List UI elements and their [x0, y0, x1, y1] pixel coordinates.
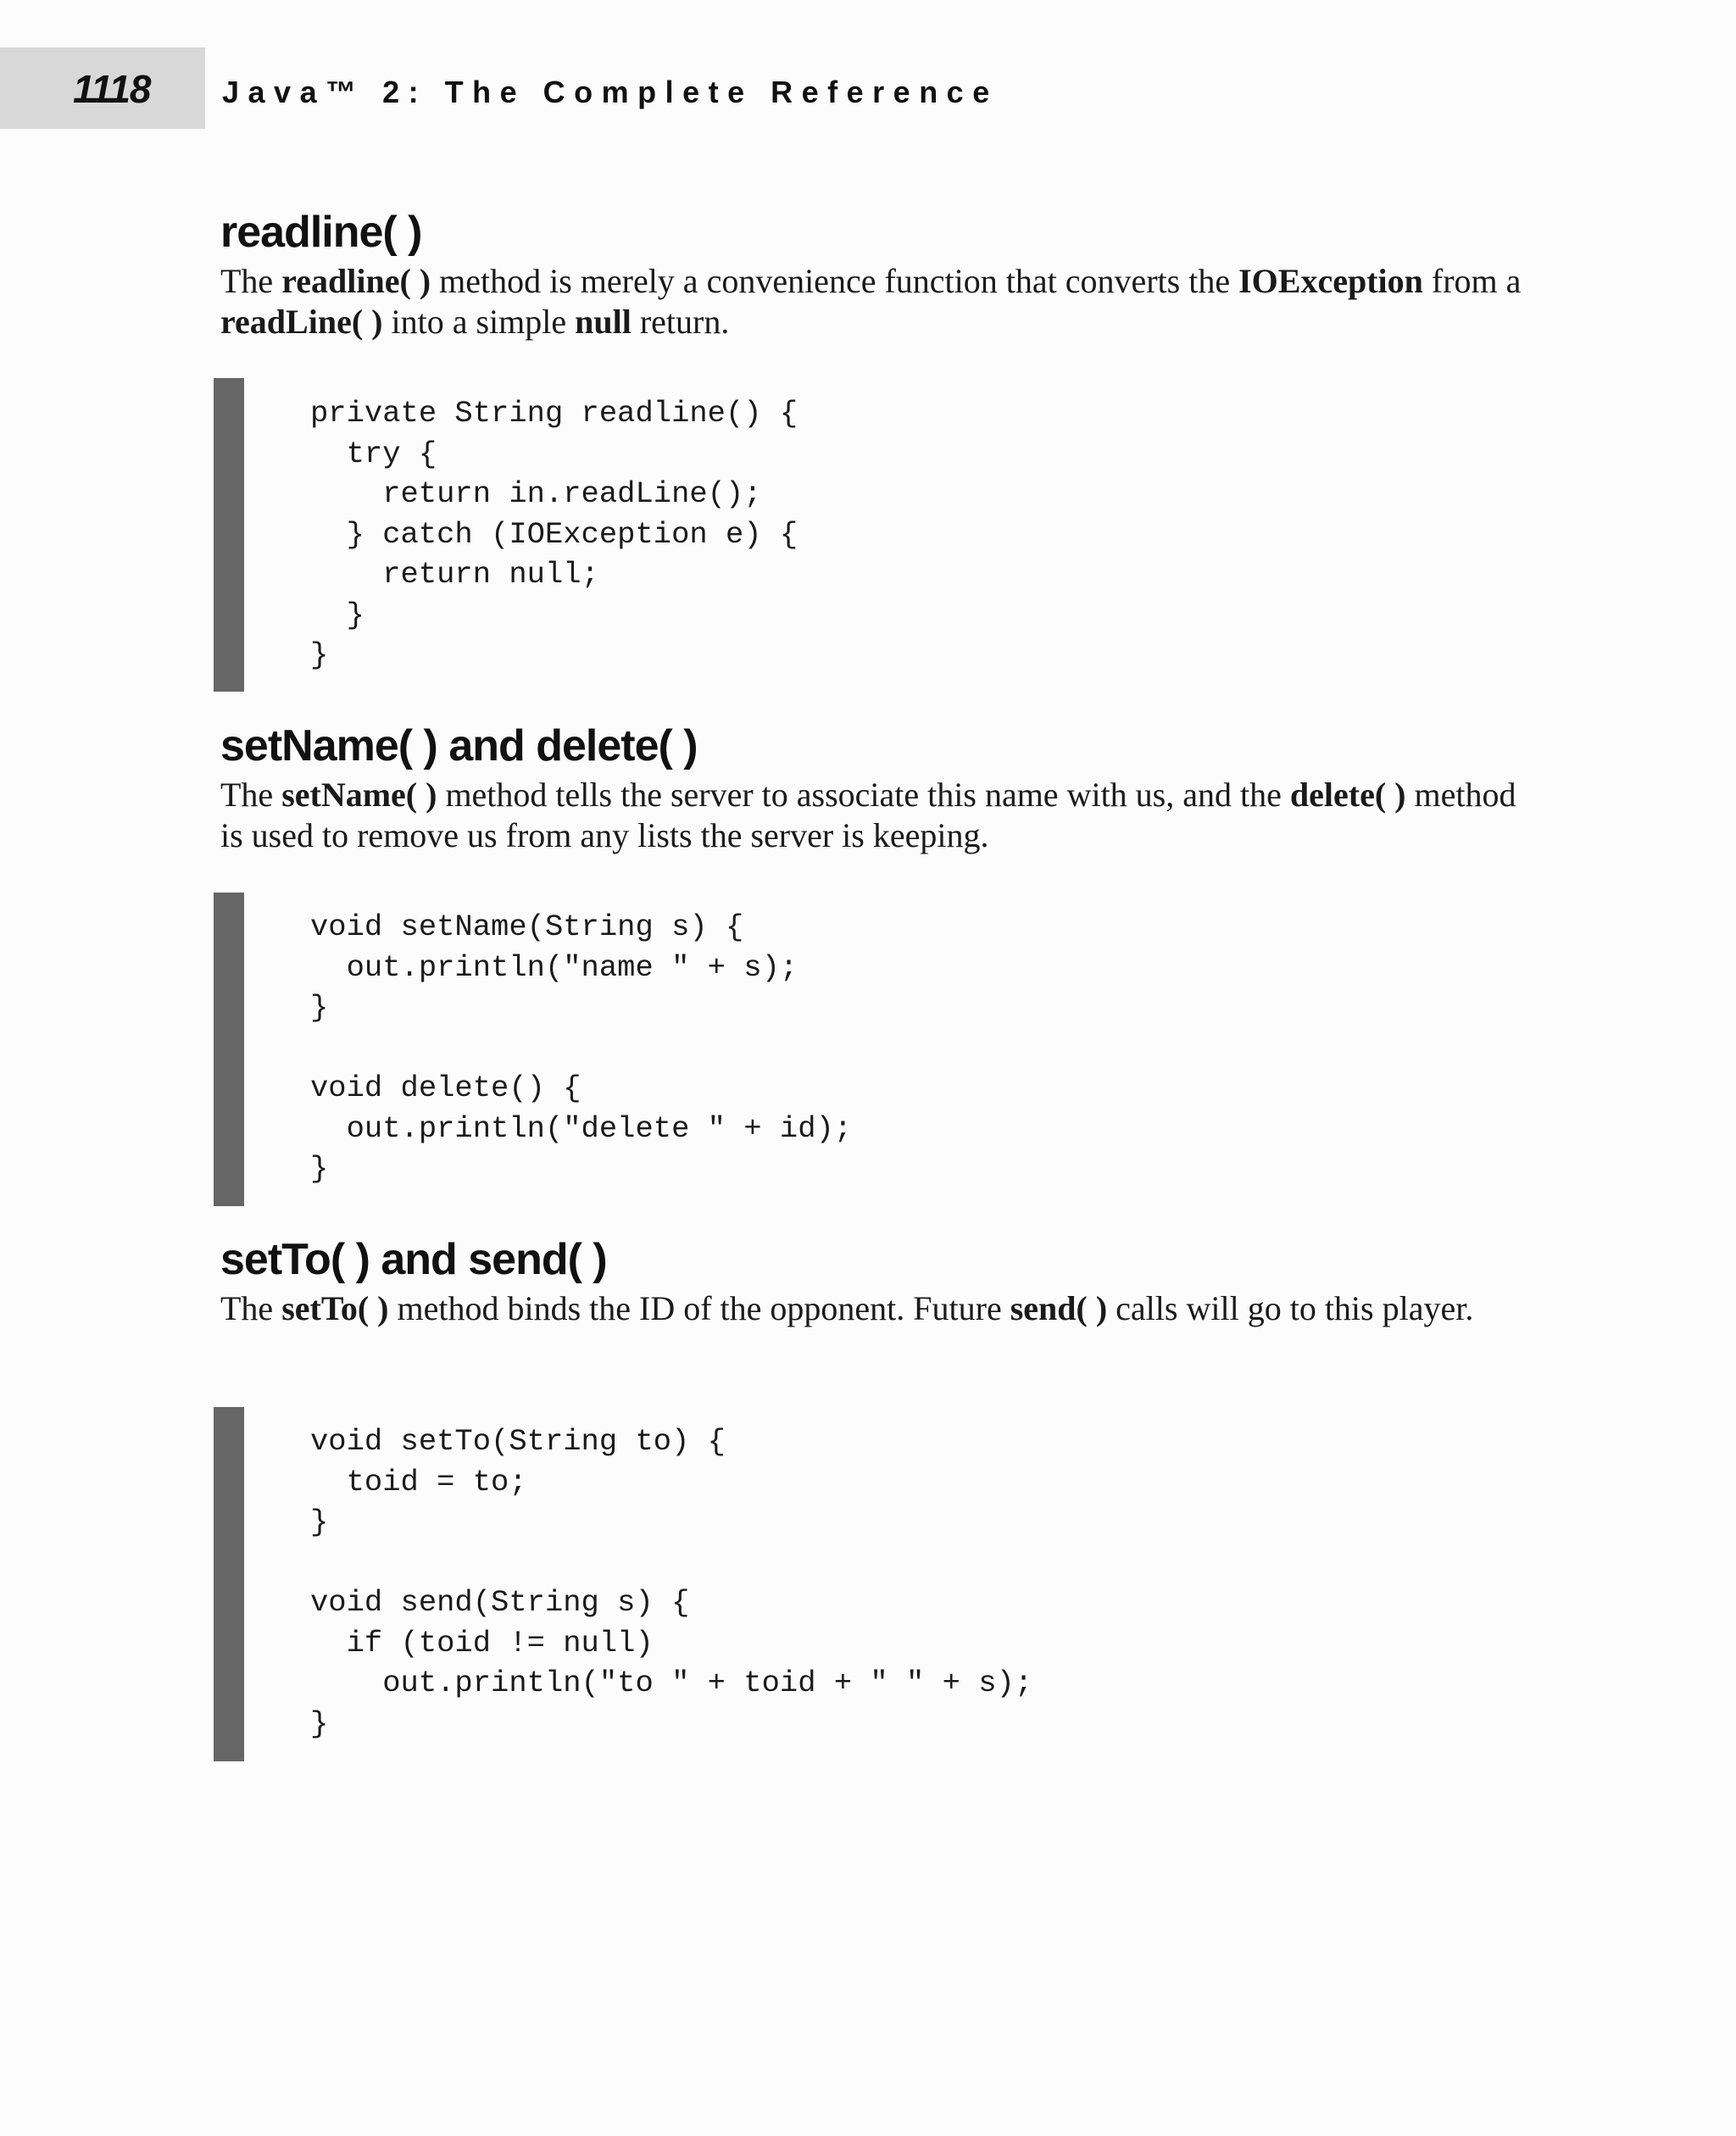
code-block-bar [214, 893, 244, 1206]
section-heading-setto-send: setTo( ) and send( ) [220, 1235, 607, 1284]
code-block-bar [214, 378, 244, 692]
page-number: 1118 [73, 67, 151, 111]
paragraph-text-run: method is used to remove us from any lists the server is keeping. [220, 776, 1516, 854]
code-line: void delete() { [310, 1071, 581, 1105]
inline-code-term: readLine( ) [220, 303, 383, 341]
code-listing-setto-send [310, 1421, 1032, 1744]
code-line: toid = to; [310, 1464, 527, 1499]
section-paragraph-setto-send [220, 1288, 1526, 1329]
code-line: out.println("delete " + id); [310, 1110, 853, 1146]
code-line [310, 1028, 852, 1069]
code-line: } [310, 990, 329, 1025]
paragraph-text-run: from a [1422, 262, 1522, 300]
code-line: void setName(String s) { [310, 909, 744, 944]
inline-code-term: setTo( ) [281, 1289, 389, 1327]
code-line: private String readline() { [310, 396, 798, 431]
paragraph-text-run: method is merely a convenience function that converts the [431, 262, 1239, 300]
inline-code-term: delete( ) [1289, 776, 1406, 814]
code-line: void send(String s) { [310, 1585, 690, 1620]
paragraph-text-run: into a simple [382, 303, 576, 341]
inline-code-term: null [575, 303, 632, 341]
code-listing-setname-delete [310, 907, 852, 1189]
paragraph-text-run: method binds the ID of the opponent. Future [388, 1289, 1010, 1327]
code-line: void setTo(String to) { [310, 1424, 726, 1459]
section-heading-setname-delete: setName( ) and delete( ) [220, 721, 698, 770]
code-block-bar [214, 1407, 244, 1761]
code-line [310, 1543, 1032, 1583]
section-paragraph-readline [220, 261, 1526, 342]
inline-code-term: readline( ) [281, 262, 431, 300]
running-header-title: Java™ 2: The Complete Reference [222, 75, 999, 109]
inline-code-term: IOException [1238, 262, 1423, 300]
code-line: } [310, 1505, 329, 1539]
paragraph-text-run: The [220, 1289, 282, 1327]
code-line: return null; [310, 557, 599, 592]
code-line: out.println("name " + s); [310, 949, 798, 985]
code-line: return in.readLine(); [310, 476, 762, 511]
paragraph-text-run: The [220, 262, 282, 300]
code-line: } catch (IOException e) { [310, 516, 798, 552]
code-line: } [310, 1151, 329, 1186]
code-line: if (toid != null) [310, 1625, 654, 1660]
paragraph-text-run: return. [631, 303, 730, 341]
section-paragraph-setname-delete [220, 775, 1526, 856]
code-line: try { [310, 436, 437, 471]
code-line: } [310, 637, 329, 672]
code-line: out.println("to " + toid + " " + s); [310, 1666, 1033, 1700]
paragraph-text-run: calls will go to this player. [1107, 1289, 1474, 1327]
code-line: } [310, 1705, 329, 1741]
code-line: } [310, 597, 364, 632]
inline-code-term: setName( ) [281, 776, 437, 814]
paragraph-text-run: method tells the server to associate this name with us, and the [437, 776, 1290, 814]
code-listing-readline [310, 393, 798, 676]
section-heading-readline: readline( ) [220, 208, 422, 257]
inline-code-term: send( ) [1010, 1289, 1108, 1327]
paragraph-text-run: The [220, 776, 282, 814]
